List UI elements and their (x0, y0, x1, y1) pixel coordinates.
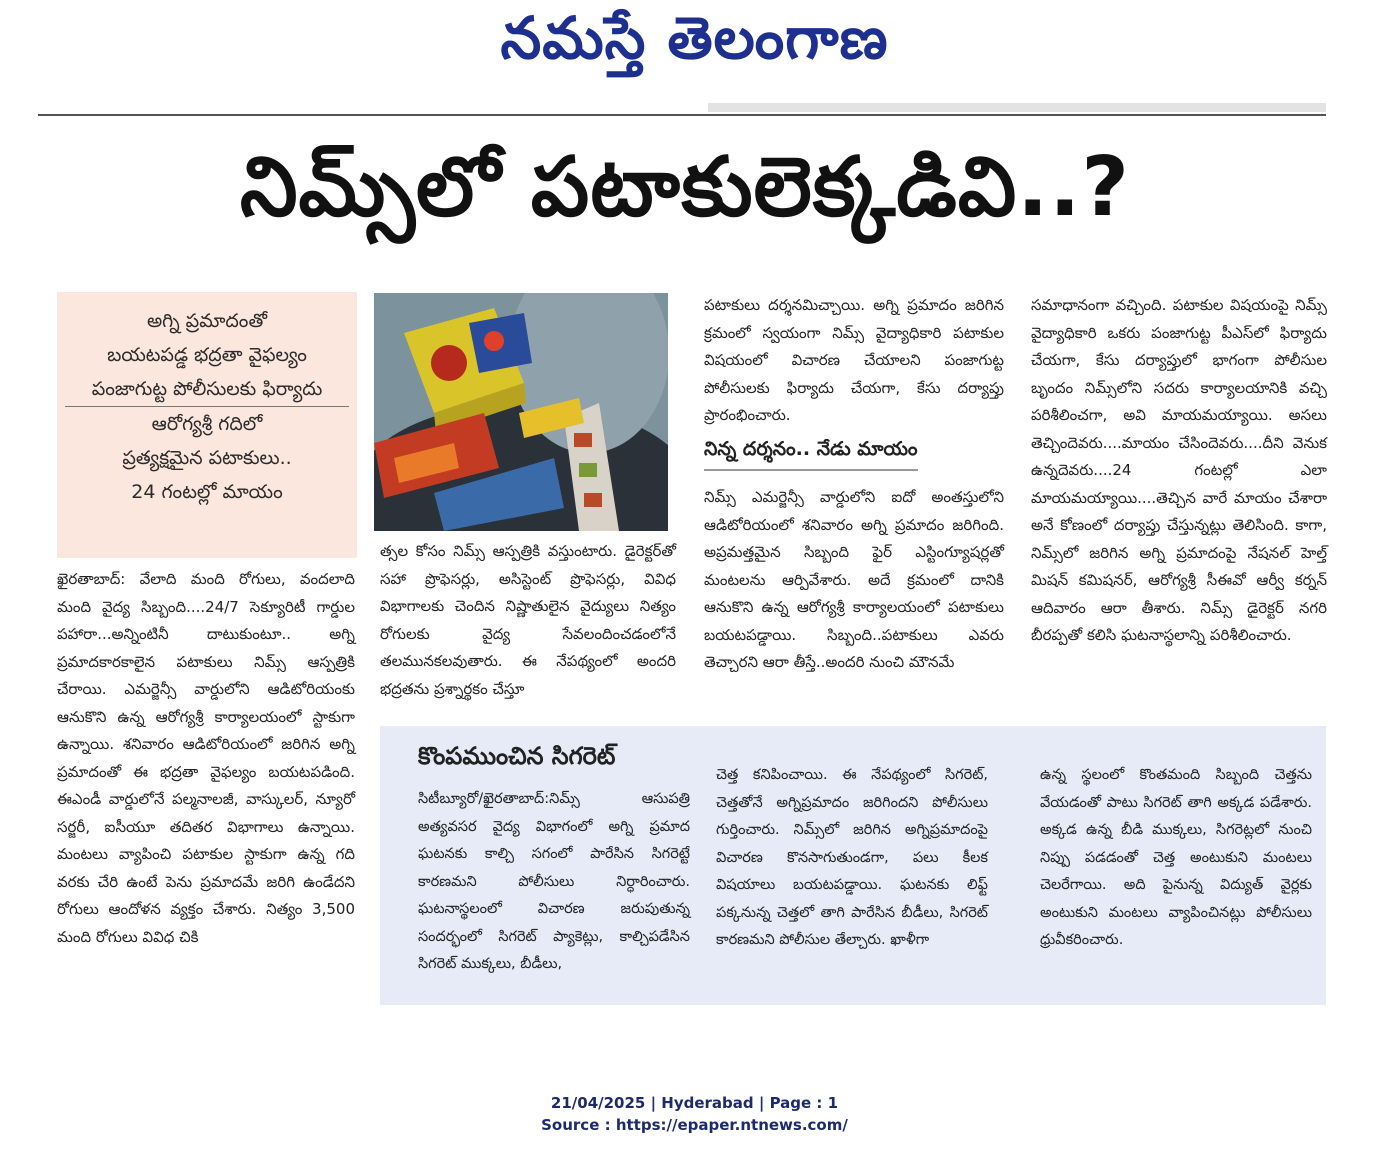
footer-source-link[interactable]: Source : https://epaper.ntnews.com/ (541, 1116, 848, 1134)
headline: నిమ్స్‌లో పటాకులెక్కడివి..? (239, 140, 1130, 235)
subheading: నిన్న దర్శనం.. నేడు మాయం (704, 438, 918, 471)
article-paragraph: ఉన్న స్థలంలో కొంతమంది సిబ్బంది చెత్తను వేయడంతో పాటు సిగరెట్‌ తాగి అక్కడ పడేశారు. అక్కడ ఉన్న బీడి ముక్కలు, సిగరెట్లలో నుంచి నిప్పు పడడంతో చెత్త అంటుకుని మంటలు చెలరేగాయి. అది పైనున్న విద్యుత్‌ వైర్లకు అంటుకుని మంటలు వ్యాపించినట్లు పోలీసులు ధ్రువీకరించారు. (1040, 767, 1312, 948)
deck-line: బయటపడ్డ భద్రతా వైఫల్యం (107, 344, 307, 366)
article-column-3b (704, 484, 1004, 677)
deck-line: పంజాగుట్ట పోలీసులకు ఫిర్యాదు (65, 372, 349, 407)
firecracker-boxes-photo (374, 293, 668, 531)
article-column-2 (380, 538, 676, 703)
deck-box (57, 292, 357, 558)
article-paragraph: చెత్త కనిపించాయి. ఈ నేపథ్యంలో సిగరెట్‌, చెత్తతోనే అగ్నిప్రమాదం జరిగిందని పోలీసులు గుర్తించారు. నిమ్స్‌లో జరిగిన అగ్నిప్రమాదంపై విచారణ కొనసాగుతుండగా, పలు కీలక విషయాలు బయటపడ్డాయి. ఘటనకు లిఫ్ట్‌ పక్కనున్న చెత్తలో తాగి పారేసిన బీడీలు, సిగరెట్‌ కారణమని పోలీసుల తేల్చారు. ఖాళీగా (716, 767, 988, 948)
sidebar-story-title: కొంపముంచిన సిగరెట్‌ (418, 742, 616, 770)
article-paragraph: నిమ్స్‌ ఎమర్జెన్సీ వార్డులోని ఐదో అంతస్తులోని ఆడిటోరియంలో శనివారం అగ్ని ప్రమాదం జరిగింది. అప్రమత్తమైన సిబ్బంది ఫైర్‌ ఎస్టింగ్యూషర్లతో మంటలను ఆర్పివేశారు. అదే క్రమంలో దానికి ఆనుకొని ఉన్న ఆరోగ్యశ్రీ కార్యాలయంలో పటాకులు బయటపడ్డాయి. సిబ్బంది..పటాకులు ఎవరు తెచ్చారని ఆరా తీస్తే..అందరి నుంచి మౌనమే (704, 488, 1004, 671)
article-column-1 (57, 566, 355, 951)
article-paragraph: సిటీబ్యూరో/ఖైరతాబాద్‌:నిమ్స్‌ ఆసుపత్రి అత్యవసర వైద్య విభాగంలో అగ్ని ప్రమాద ఘటనకు కాల్చి సగంలో పారేసిన సిగరెట్టే కారణమని పోలీసులు నిర్ధారించారు. ఘటనాస్థలంలో విచారణ జరుపుతున్న సందర్భంలో సిగరెట్‌ ప్యాకెట్లు, కాల్చిపడేసిన సిగరెట్‌ ముక్కలు, బీడీలు, (418, 791, 690, 972)
deck-line: ఆరోగ్యశ్రీ గదిలో (151, 413, 263, 435)
sidebar-column-2 (716, 762, 988, 955)
article-column-4 (1031, 292, 1327, 650)
sidebar-column-1 (418, 786, 690, 979)
sidebar-column-3 (1040, 762, 1312, 955)
header-divider-shade (708, 103, 1326, 112)
article-paragraph: పటాకులు దర్శనమిచ్చాయి. అగ్ని ప్రమాదం జరిగిన క్రమంలో స్వయంగా నిమ్స్‌ వైద్యాధికారి పటాకుల విషయంలో విచారణ చేయాలని పంజాగుట్ట పోలీసులకు ఫిర్యాదు చేయగా, కేసు దర్యాప్తు ప్రారంభించారు. (704, 296, 1004, 424)
footer-date-edition: 21/04/2025 | Hyderabad | Page : 1 (550, 1094, 839, 1112)
article-paragraph: త్సల కోసం నిమ్స్‌ ఆస్పత్రికి వస్తుంటారు. డైరెక్టర్‌తో సహా ప్రొఫెసర్లు, అసిస్టెంట్‌ ప్రొఫెసర్లు, వివిధ విభాగాలకు చెందిన నిష్ణాతులైన వైద్యులు నిత్యం రోగులకు వైద్య సేవలందించడంలోనే తలమునకలవుతారు. ఈ నేపథ్యంలో అందరి భద్రతను ప్రశ్నార్థకం చేస్తూ (380, 542, 676, 698)
deck-line: అగ్ని ప్రమాదంతో (146, 310, 267, 332)
article-paragraph: సమాధానంగా వచ్చింది. పటాకుల విషయంపై నిమ్స్‌ వైద్యాధికారి ఒకరు పంజాగుట్ట పీఎస్‌లో ఫిర్యాదు చేయగా, కేసు దర్యాప్తులో భాగంగా పోలీసుల బృందం నిమ్స్‌లోని సదరు కార్యాలయానికి వచ్చి పరిశీలించగా, అవి మాయమయ్యాయి. అసలు తెచ్చిందెవరు....మాయం చేసిందెవరు....దీని వెనుక ఉన్నదెవరు....24 గంటల్లో ఎలా మాయమయ్యాయి....తెచ్చిన వారే మాయం చేశారా అనే కోణంలో దర్యాప్తు చేస్తున్నట్లు తెలిసింది. కాగా, నిమ్స్‌లో జరిగిన అగ్ని ప్రమాదంపై నేషనల్‌ హెల్త్‌ మిషన్‌ కమిషనర్‌, ఆరోగ్యశ్రీ సీఈవో ఆర్వీ కర్నన్‌ ఆదివారం ఆరా తీశారు. నిమ్స్‌ డైరెక్టర్‌ నగరి బీరప్పతో కలిసి ఘటనాస్థలాన్ని పరిశీలించారు. (1031, 296, 1327, 644)
article-paragraph: ఖైరతాబాద్‌: వేలాది మంది రోగులు, వందలాది మంది వైద్య సిబ్బంది....24/7 సెక్యూరిటీ గార్డుల పహారా...అన్నింటినీ దాటుకుంటూ.. అగ్ని ప్రమాదకారకాలైన పటాకులు నిమ్స్‌ ఆస్పత్రికి చేరాయి. ఎమర్జెన్సీ వార్డులోని ఆడిటోరియంకు ఆనుకొని ఉన్న ఆరోగ్యశ్రీ కార్యాలయంలో స్టాకుగా ఉన్నాయి. శనివారం ఆడిటోరియంలో జరిగిన అగ్ని ప్రమాదంతో ఈ భద్రతా వైఫల్యం బయటపడింది. ఈఎండీ వార్డులోనే పల్మనాలజీ, వాస్కులర్‌, న్యూరో సర్జరీ, ఐసీయూ తదితర విభాగాలు ఉన్నాయి. మంటలు వ్యాపించి పటాకుల స్టాకుగా ఉన్న గది వరకు చేరి ఉంటే పెను ప్రమాదమే జరిగి ఉండేదని రోగులు ఆందోళన వ్యక్తం చేశారు. నిత్యం 3,500 మంది రోగులు వివిధ చికి (57, 570, 355, 946)
masthead-logo: నమస్తే తెలంగాణ (500, 4, 889, 72)
deck-line: 24 గంటల్లో మాయం (131, 481, 283, 503)
article-column-3 (704, 292, 1004, 430)
deck-line: ప్రత్యక్షమైన పటాకులు.. (122, 447, 292, 469)
header-divider (38, 114, 1326, 116)
